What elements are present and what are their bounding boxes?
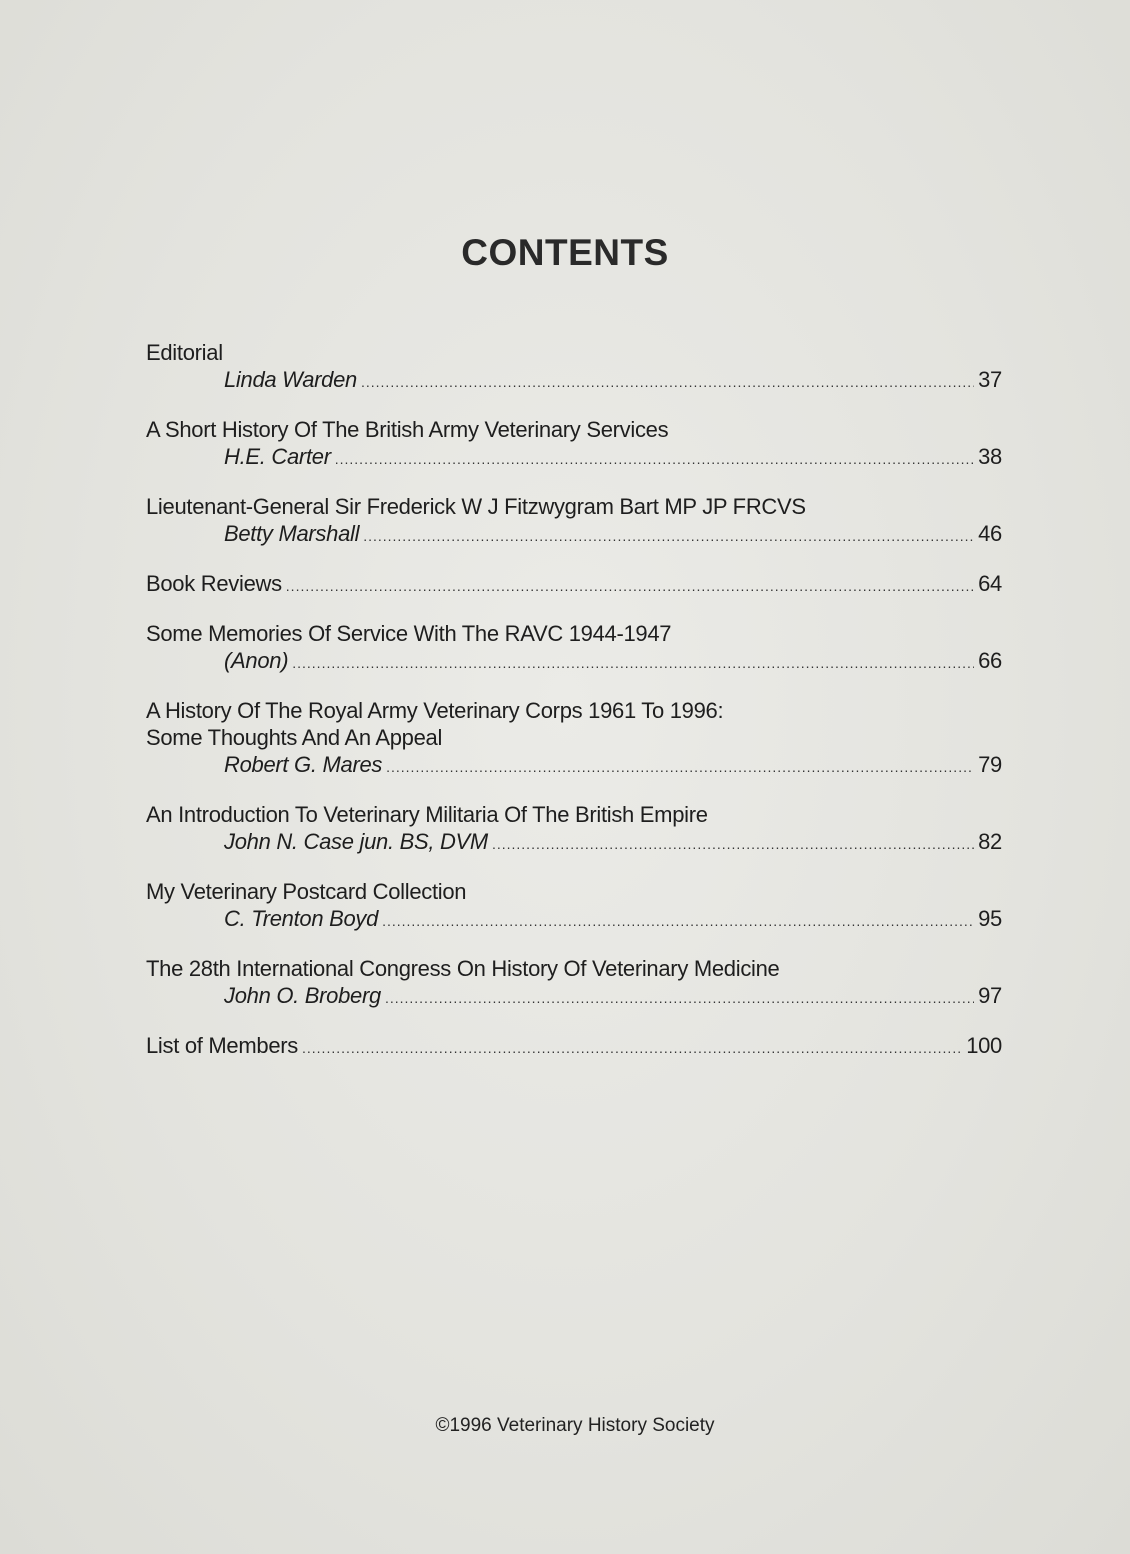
dot-leader [385, 985, 974, 1011]
toc-entry-page: 82 [978, 829, 1002, 854]
toc-entry [146, 340, 1002, 395]
toc-entry [146, 802, 1002, 857]
dot-leader [361, 369, 974, 395]
toc-entry-author-line [146, 444, 1002, 472]
toc-entry-author: C. Trenton Boyd [224, 906, 379, 931]
toc-entry-title: My Veterinary Postcard Collection [146, 879, 467, 904]
toc-entry [146, 571, 1002, 599]
toc-entry-page: 66 [978, 648, 1002, 673]
toc-entry-author: Linda Warden [224, 367, 357, 392]
toc-entry-author: H.E. Carter [224, 444, 331, 469]
toc-entry [146, 698, 1002, 780]
toc-entry-author-line [146, 648, 1002, 676]
table-of-contents [146, 340, 1002, 1083]
toc-entry-author-line [146, 906, 1002, 934]
dot-leader [335, 446, 974, 472]
toc-entry-title: Book Reviews [146, 571, 282, 596]
toc-entry-author: Betty Marshall [224, 521, 360, 546]
toc-entry [146, 494, 1002, 549]
toc-entry-author: (Anon) [224, 648, 289, 673]
toc-entry-page: 97 [978, 983, 1002, 1008]
toc-entry [146, 956, 1002, 1011]
toc-entry-author-line [146, 983, 1002, 1011]
toc-entry-page: 100 [966, 1033, 1002, 1058]
toc-entry-title-line2: Some Thoughts And An Appeal [146, 725, 443, 750]
toc-entry-line [146, 571, 1002, 599]
copyright-footer: ©1996 Veterinary History Society [435, 1415, 715, 1436]
dot-leader [286, 573, 974, 599]
toc-entry-author-line [146, 367, 1002, 395]
page-title: CONTENTS [461, 232, 669, 273]
dot-leader [386, 754, 974, 780]
toc-entry-page: 38 [978, 444, 1002, 469]
dot-leader [492, 831, 974, 857]
toc-entry-page: 46 [978, 521, 1002, 546]
toc-entry-author-line [146, 521, 1002, 549]
toc-entry-page: 64 [978, 571, 1002, 596]
toc-entry [146, 621, 1002, 676]
toc-entry-author: John O. Broberg [224, 983, 381, 1008]
toc-entry-title: An Introduction To Veterinary Militaria Of The British Empire [146, 802, 708, 827]
toc-entry [146, 1033, 1002, 1061]
dot-leader [292, 650, 974, 676]
toc-entry-page: 37 [978, 367, 1002, 392]
toc-entry-author-line [146, 829, 1002, 857]
toc-entry-title: Lieutenant-General Sir Frederick W J Fitzwygram Bart MP JP FRCVS [146, 494, 806, 519]
toc-entry-title: A History Of The Royal Army Veterinary Corps 1961 To 1996: [146, 698, 724, 723]
dot-leader [382, 908, 974, 934]
toc-entry [146, 417, 1002, 472]
toc-entry-author: John N. Case jun. BS, DVM [224, 829, 488, 854]
toc-entry-title: List of Members [146, 1033, 298, 1058]
toc-entry-title: A Short History Of The British Army Veterinary Services [146, 417, 669, 442]
toc-entry-author: Robert G. Mares [224, 752, 383, 777]
toc-entry-line [146, 1033, 1002, 1061]
toc-entry-page: 95 [978, 906, 1002, 931]
toc-entry-title: The 28th International Congress On History Of Veterinary Medicine [146, 956, 780, 981]
toc-entry [146, 879, 1002, 934]
dot-leader [363, 523, 974, 549]
toc-entry-page: 79 [978, 752, 1002, 777]
toc-entry-title: Some Memories Of Service With The RAVC 1944-1947 [146, 621, 672, 646]
toc-entry-author-line [146, 752, 1002, 780]
dot-leader [302, 1035, 962, 1061]
toc-entry-title: Editorial [146, 340, 223, 365]
